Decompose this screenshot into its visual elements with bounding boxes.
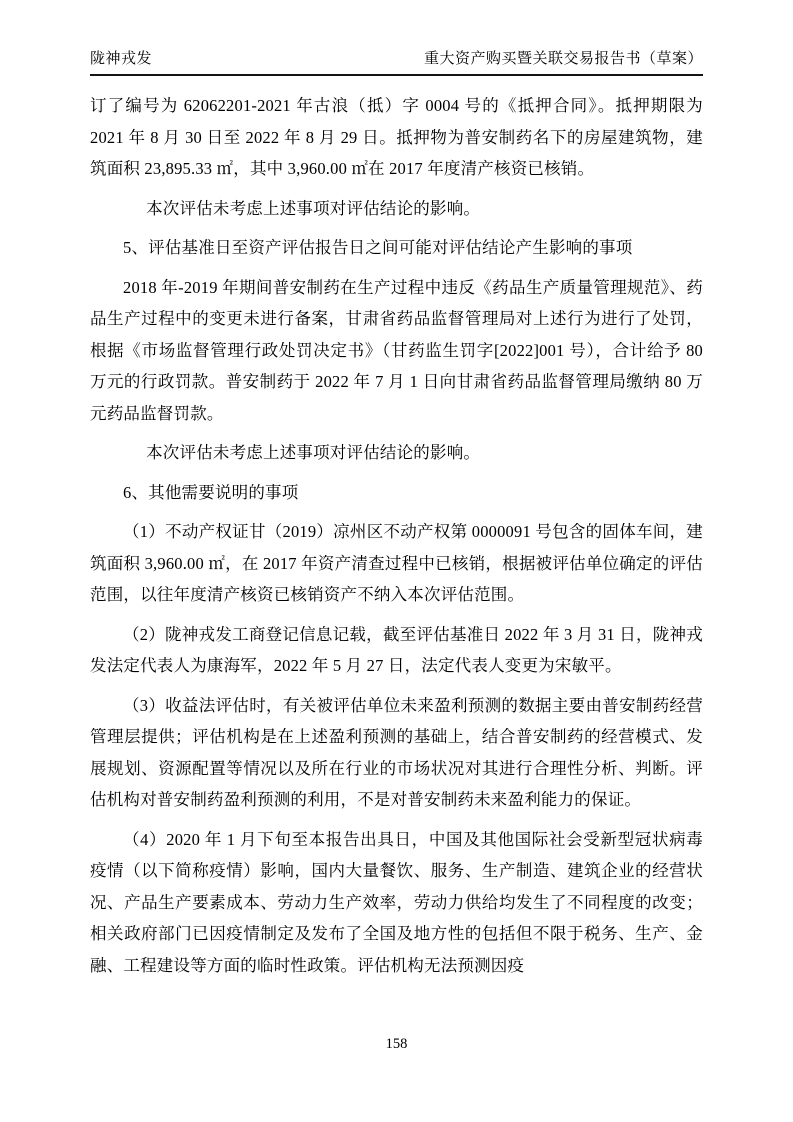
- paragraph-other-item-1: （1）不动产权证甘（2019）凉州区不动产权第 0000091 号包含的固体车间，建筑面积 3,960.00 ㎡，在 2017 年资产清查过程中已核销，根据被评估单位确定的评估范围，以往年度清产核资已核销资产不纳入本次评估范围。: [90, 522, 703, 604]
- paragraph-other-item-2: （2）陇神戎发工商登记信息记载，截至评估基准日 2022 年 3 月 31 日，陇神戎发法定代表人为康海军，2022 年 5 月 27 日，法定代表人变更为宋敏平。: [90, 624, 703, 675]
- heading-item-5: 5、评估基准日至资产评估报告日之间可能对评估结论产生影响的事项: [123, 238, 633, 257]
- paragraph-other-item-3: （3）收益法评估时，有关被评估单位未来盈利预测的数据主要由普安制药经营管理层提供；评估机构是在上述盈利预测的基础上，结合普安制药的经营模式、发展规划、资源配置等情况以及所在行业的市场状况对其进行合理性分析、判断。评估机构对普安制药盈利预测的利用，不是对普安制药未来盈利能力的保证。: [90, 695, 703, 809]
- paragraph-assessment-note-2: 本次评估未考虑上述事项对评估结论的影响。: [146, 443, 481, 462]
- page-number: 158: [385, 1036, 408, 1052]
- document-body: [90, 90, 703, 981]
- header-company-name: 陇神戎发: [90, 51, 153, 67]
- header-report-title: 重大资产购买暨关联交易报告书（草案）: [423, 51, 703, 67]
- page-header: [90, 48, 703, 76]
- heading-item-6: 6、其他需要说明的事项: [123, 482, 299, 502]
- paragraph-other-item-4: （4）2020 年 1 月下旬至本报告出具日，中国及其他国际社会受新型冠状病毒疫情（以下简称疫情）影响，国内大量餐饮、服务、生产制造、建筑企业的经营状况、产品生产要素成本、劳动力生产效率，劳动力供给均发生了不同程度的改变；相关政府部门已因疫情制定及发布了全国及地方性的包括但不限于税务、生产、金融、工程建设等方面的临时性政策。评估机构无法预测因疫: [90, 829, 703, 975]
- page-footer: [0, 1034, 793, 1054]
- paragraph-penalty-detail: 2018 年-2019 年期间普安制药在生产过程中违反《药品生产质量管理规范》、药品生产过程中的变更未进行备案，甘肃省药品监督管理局对上述行为进行了处罚，根据《市场监督管理行政处罚决定书》（甘药监生罚字[2022]001 号），合计给予 80 万元的行政罚款。普安制药于 2022 年 7 月 1 日向甘肃省药品监督管理局缴纳 80 万元药品监督罚款。: [90, 277, 703, 423]
- paragraph-mortgage-contract-continuation: 订了编号为 62062201-2021 年古浪（抵）字 0004 号的《抵押合同》。抵押期限为 2021 年 8 月 30 日至 2022 年 8 月 29 日。抵押物为普安制药名下的房屋建筑物，建筑面积 23,895.33 ㎡，其中 3,960.00 ㎡在 2017 年度清产核资已核销。: [90, 96, 703, 178]
- paragraph-assessment-note-1: 本次评估未考虑上述事项对评估结论的影响。: [146, 198, 481, 218]
